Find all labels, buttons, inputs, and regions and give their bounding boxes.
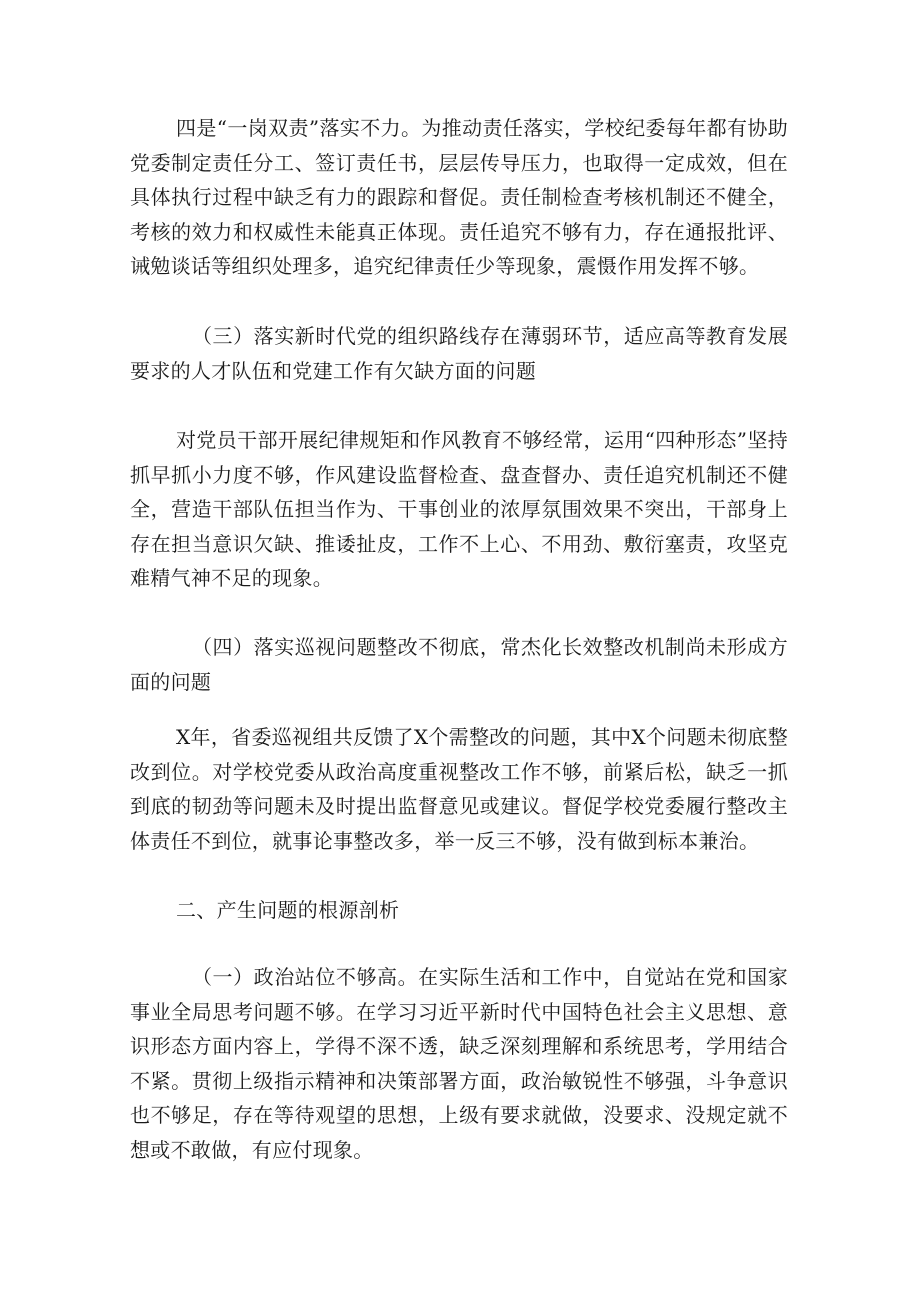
paragraph-inspection-rectification: X年，省委巡视组共反馈了X个需整改的问题，其中X个问题未彻底整改到位。对学校党委从政治高度重视整改工作不够，前紧后松，缺乏一抓到底的韧劲等问题未及时提出监督意见或建议。督促学校党委履行整改主体责任不到位，就事论事整改多，举一反三不够，没有做到标本兼治。 (130, 725, 789, 853)
paragraph-political-stance: （一）政治站位不够高。在实际生活和工作中，自觉站在党和国家事业全局思考问题不够。在学习习近平新时代中国特色社会主义思想、意识形态方面内容上，学得不深不透，缺乏深刻理解和系统思考，学用结合不紧。贯彻上级指示精神和决策部署方面，政治敏锐性不够强，斗争意识也不够足，存在等待观望的思想，上级有要求就做，没要求、没规定就不想或不敢做，有应付现象。 (130, 965, 788, 1162)
paragraph-discipline-education: 对党员干部开展纪律规矩和作风教育不够经常，运用“四种形态”坚持抓早抓小力度不够，作风建设监督检查、盘查督办、责任追究机制还不健全，营造干部队伍担当作为、干事创业的浓厚氛围效果不突出，干部身上存在担当意识欠缺、推诿扯皮，工作不上心、不用劲、敷衍塞责，攻坚克难精气神不足的现象。 (130, 428, 788, 590)
paragraph-yigang-shuangze: 四是“一岗双责”落实不力。为推动责任落实，学校纪委每年都有协助党委制定责任分工、签订责任书，层层传导压力，也取得一定成效，但在具体执行过程中缺乏有力的跟踪和督促。责任制检查考核机制还不健全，考核的效力和权威性未能真正体现。责任追究不够有力，存在通报批评、诫勉谈话等组织处理多，追究纪律责任少等现象，震慑作用发挥不够。 (130, 116, 788, 278)
section-heading-4: （四）落实巡视问题整改不彻底，常杰化长效整改机制尚未形成方面的问题 (130, 635, 788, 694)
chapter-heading-root-cause: 二、产生问题的根源剖析 (176, 898, 400, 922)
section-heading-3: （三）落实新时代党的组织路线存在薄弱环节，适应高等教育发展要求的人才队伍和党建工作有欠缺方面的问题 (130, 324, 788, 383)
